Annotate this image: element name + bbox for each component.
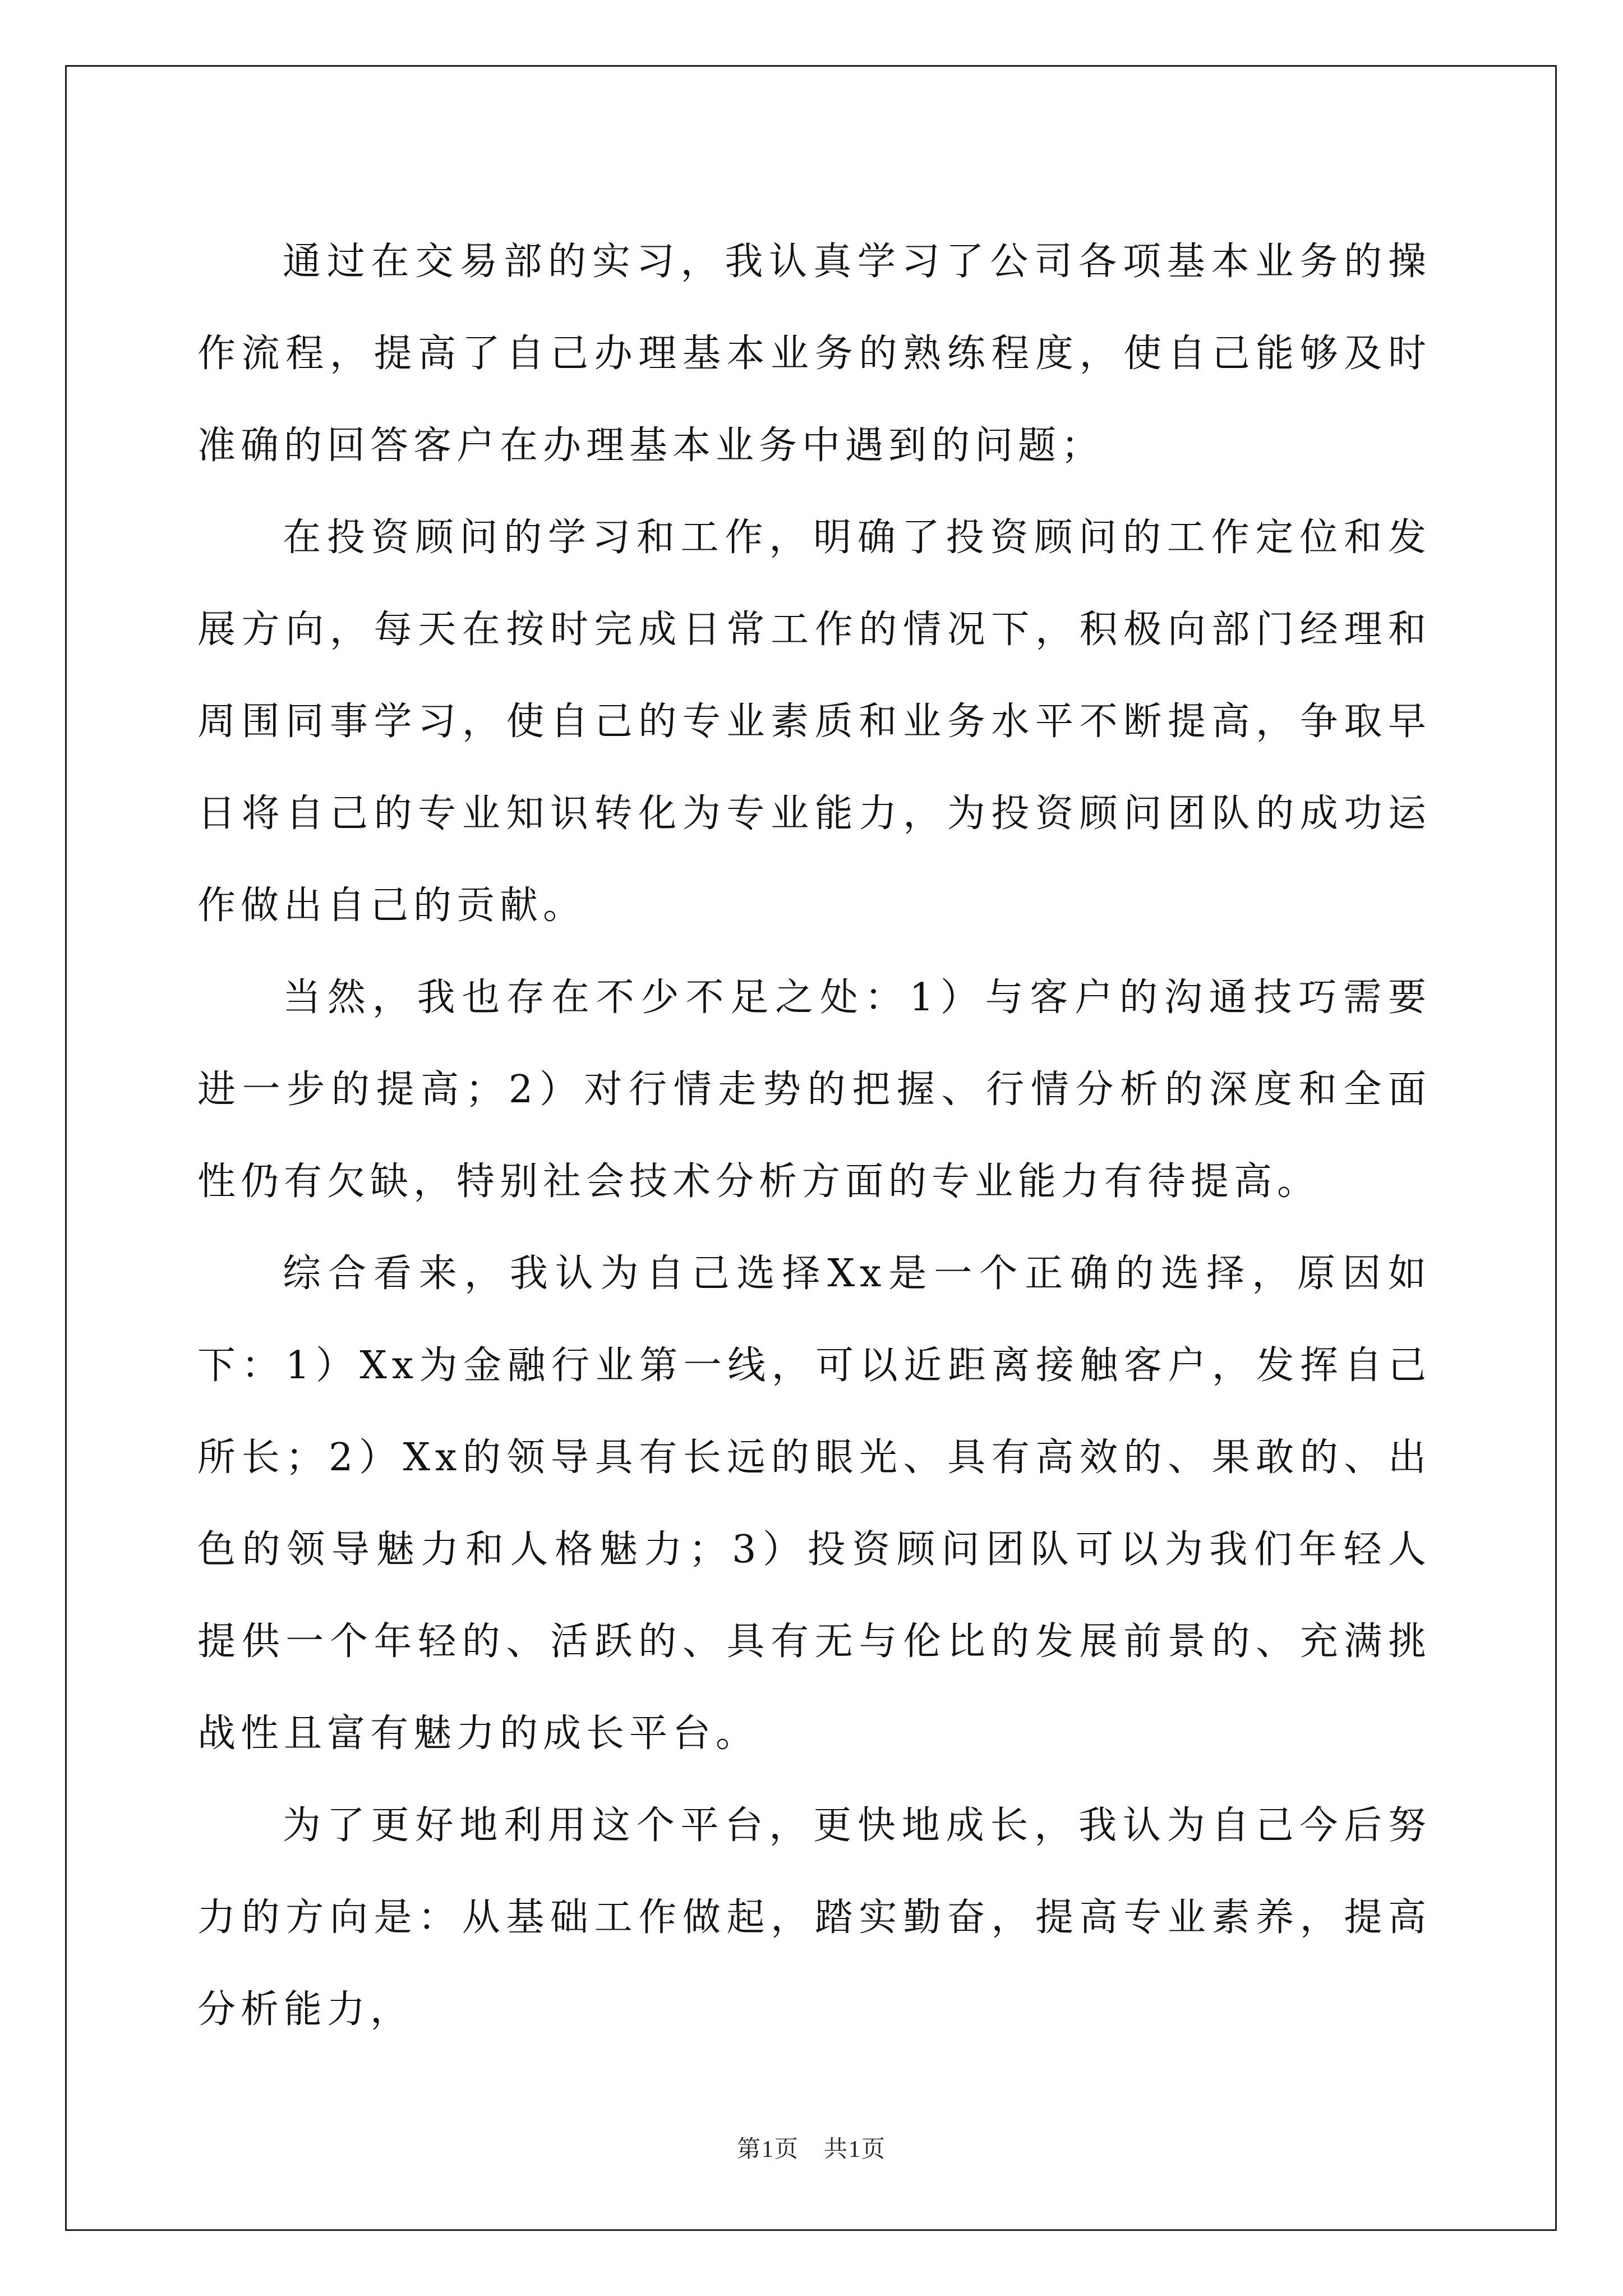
paragraph-1: 通过在交易部的实习，我认真学习了公司各项基本业务的操作流程，提高了自己办理基本业务的熟练程度，使自己能够及时准确的回答客户在办理基本业务中遇到的问题； bbox=[197, 240, 1431, 468]
paragraph-3: 当然，我也存在不少不足之处：1）与客户的沟通技巧需要进一步的提高；2）对行情走势的把握、行情分析的深度和全面性仍有欠缺，特别社会技术分析方面的专业能力有待提高。 bbox=[197, 976, 1432, 1204]
paragraph-4: 综合看来，我认为自己选择Xx是一个正确的选择，原因如下：1）Xx为金融行业第一线，可以近距离接触客户，发挥自己所长；2）Xx的领导具有长远的眼光、具有高效的、果敢的、出色的领导魅力和人格魅力；3）投资顾问团队可以为我们年轻人提供一个年轻的、活跃的、具有无与伦比的发展前景的、充满挑战性且富有魅力的成长平台。 bbox=[197, 1251, 1431, 1756]
paragraph-5: 为了更好地利用这个平台，更快地成长，我认为自己今后努力的方向是：从基础工作做起，踏实勤奋，提高专业素养，提高分析能力， bbox=[197, 1803, 1431, 2032]
paragraph-2: 在投资顾问的学习和工作，明确了投资顾问的工作定位和发展方向，每天在按时完成日常工作的情况下，积极向部门经理和周围同事学习，使自己的专业素质和业务水平不断提高，争取早日将自己的专业知识转化为专业能力，为投资顾问团队的成功运作做出自己的贡献。 bbox=[197, 516, 1431, 928]
document-body bbox=[197, 216, 1431, 2056]
page-number-footer: 第1页 共1页 bbox=[736, 2137, 886, 2162]
